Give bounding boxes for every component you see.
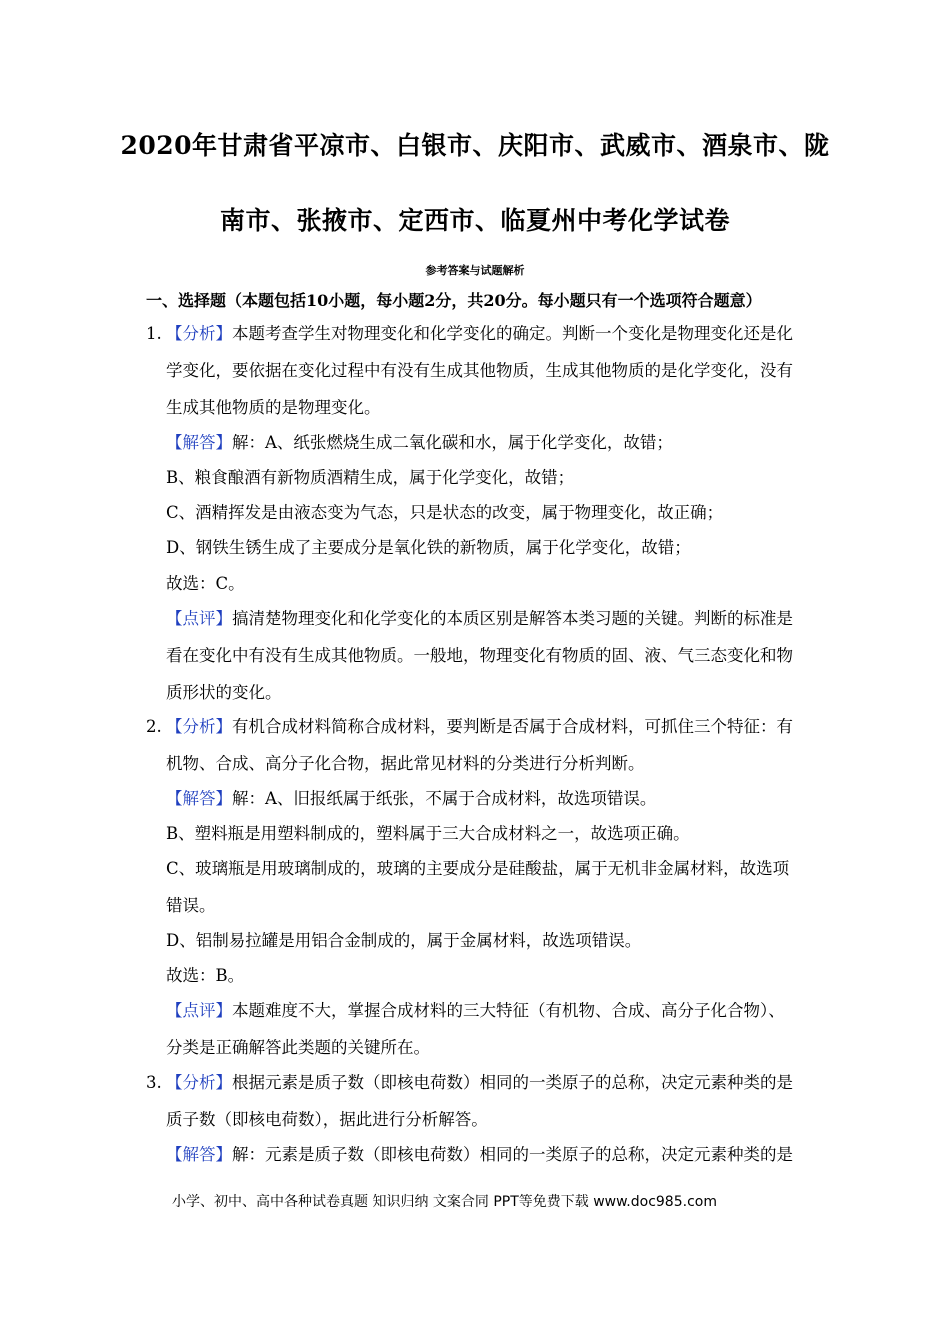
answer-line: 故选：C。 <box>166 574 245 593</box>
comment-line: 看在变化中有没有生成其他物质。一般地，物理变化有物质的固、液、气三态变化和物 <box>166 646 793 665</box>
answer-line: B、粮食酿酒有新物质酒精生成，属于化学变化，故错； <box>166 468 575 487</box>
question-number: 2. <box>146 717 162 736</box>
answer-line: B、塑料瓶是用塑料制成的，塑料属于三大合成材料之一，故选项正确。 <box>166 824 690 843</box>
analysis-line: 质子数（即核电荷数），据此进行分析解答。 <box>166 1110 488 1129</box>
comment-line: 分类是正确解答此类题的关键所在。 <box>166 1038 430 1057</box>
page-footer: 小学、初中、高中各种试卷真题 知识归纳 文案合同 PPT等免费下载 www.doc985.com <box>172 1194 717 1210</box>
analysis-line: 学变化，要依据在变化过程中有没有生成其他物质，生成其他物质的是化学变化，没有 <box>166 361 793 380</box>
answer-line: C、玻璃瓶是用玻璃制成的，玻璃的主要成分是硅酸盐，属于无机非金属材料，故选项 <box>166 859 790 878</box>
document-title-line1: 2020年甘肃省平凉市、白银市、庆阳市、武威市、酒泉市、陇 <box>120 131 830 160</box>
answer-line: 错误。 <box>166 896 216 915</box>
question-number: 3. <box>146 1073 162 1092</box>
analysis-line: 生成其他物质的是物理变化。 <box>166 398 381 417</box>
answer-line: D、铝制易拉罐是用铝合金制成的，属于金属材料，故选项错误。 <box>166 931 642 950</box>
analysis-tag: 【分析】 <box>166 1073 232 1092</box>
comment-tag: 【点评】 <box>166 609 232 628</box>
comment-line: 质形状的变化。 <box>166 683 282 702</box>
analysis-line: 【分析】有机合成材料简称合成材料，要判断是否属于合成材料，可抓住三个特征：有 <box>166 717 793 736</box>
answer-line: 【解答】解：A、纸张燃烧生成二氧化碳和水，属于化学变化，故错； <box>166 433 673 452</box>
question-number: 1. <box>146 324 162 343</box>
answer-tag: 【解答】 <box>166 789 232 808</box>
analysis-line: 机物、合成、高分子化合物，据此常见材料的分类进行分析判断。 <box>166 754 645 773</box>
answer-line: D、钢铁生锈生成了主要成分是氧化铁的新物质，属于化学变化，故错； <box>166 538 691 557</box>
analysis-tag: 【分析】 <box>166 324 232 343</box>
section-heading: 一、选择题（本题包括10小题，每小题2分，共20分。每小题只有一个选项符合题意） <box>146 291 762 310</box>
answer-line: C、酒精挥发是由液态变为气态，只是状态的改变，属于物理变化，故正确； <box>166 503 724 522</box>
analysis-tag: 【分析】 <box>166 717 232 736</box>
answer-line: 【解答】解：元素是质子数（即核电荷数）相同的一类原子的总称，决定元素种类的是 <box>166 1145 793 1164</box>
answer-tag: 【解答】 <box>166 1145 232 1164</box>
answer-tag: 【解答】 <box>166 433 232 452</box>
answer-line: 故选：B。 <box>166 966 245 985</box>
analysis-line: 【分析】根据元素是质子数（即核电荷数）相同的一类原子的总称，决定元素种类的是 <box>166 1073 793 1092</box>
comment-line: 【点评】本题难度不大，掌握合成材料的三大特征（有机物、合成、高分子化合物）、 <box>166 1001 785 1020</box>
document-title-line2: 南市、张掖市、定西市、临夏州中考化学试卷 <box>219 206 730 235</box>
analysis-line: 【分析】本题考查学生对物理变化和化学变化的确定。判断一个变化是物理变化还是化 <box>166 324 793 343</box>
comment-tag: 【点评】 <box>166 1001 232 1020</box>
document-subtitle: 参考答案与试题解析 <box>425 264 525 277</box>
answer-line: 【解答】解：A、旧报纸属于纸张，不属于合成材料，故选项错误。 <box>166 789 657 808</box>
comment-line: 【点评】搞清楚物理变化和化学变化的本质区别是解答本类习题的关键。判断的标准是 <box>166 609 793 628</box>
